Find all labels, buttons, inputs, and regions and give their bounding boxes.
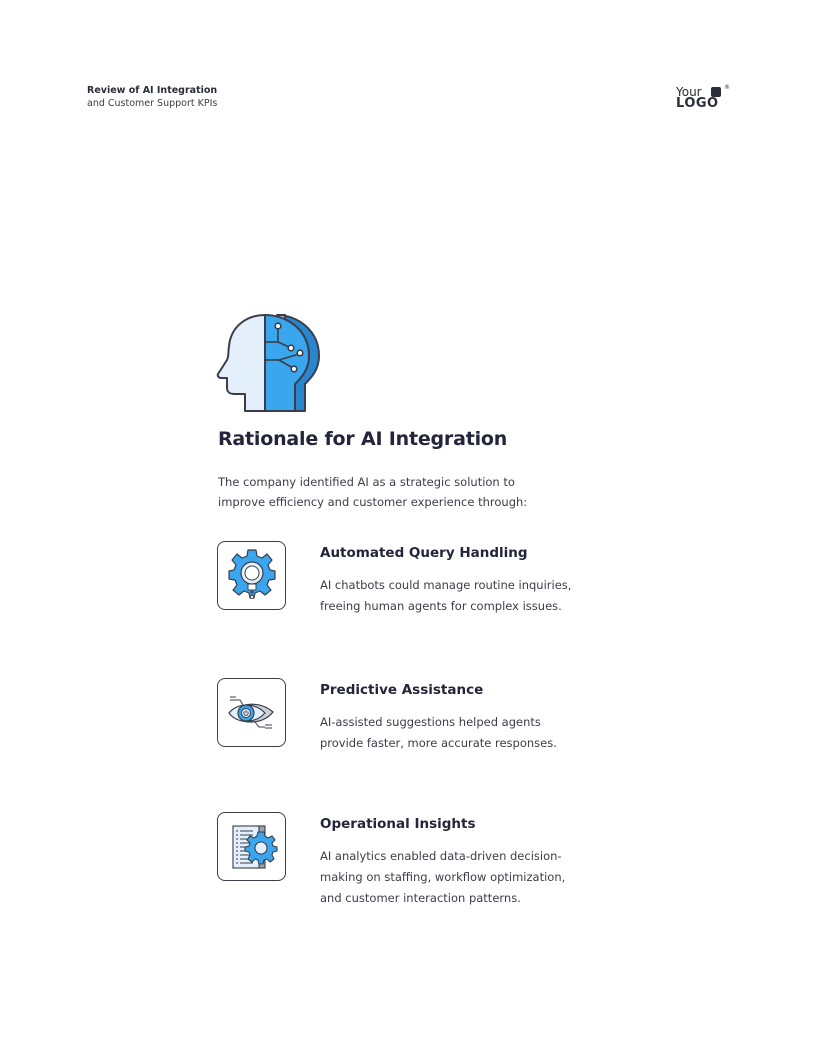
- feature-title: Operational Insights: [320, 816, 476, 832]
- feature-title: Predictive Assistance: [320, 682, 484, 698]
- header-title-line1: Review of AI Integration: [87, 85, 218, 96]
- feature-description: AI chatbots could manage routine inquiries, freeing human agents for complex issues.: [320, 578, 572, 613]
- feature-description: AI analytics enabled data-driven decision-making on staffing, workflow optimization, and customer interaction patterns.: [320, 849, 566, 905]
- gear-lightbulb-icon: [217, 541, 286, 610]
- header-title-line2: and Customer Support KPIs: [87, 98, 218, 109]
- company-logo: [676, 86, 736, 112]
- document-header: [87, 84, 217, 110]
- eye-power-icon: [217, 678, 286, 747]
- logo-registered-mark: ®: [724, 84, 730, 91]
- document-gear-icon: [217, 812, 286, 881]
- feature-description: AI-assisted suggestions helped agents provide faster, more accurate responses.: [320, 715, 557, 750]
- section-intro: The company identified AI as a strategic solution to improve efficiency and customer experience through:: [218, 475, 528, 509]
- ai-head-circuit-icon: [215, 312, 323, 414]
- logo-line2: LOGO: [676, 96, 719, 111]
- section-title: Rationale for AI Integration: [218, 428, 508, 450]
- logo-line1: Your: [676, 85, 702, 99]
- feature-title: Automated Query Handling: [320, 545, 528, 561]
